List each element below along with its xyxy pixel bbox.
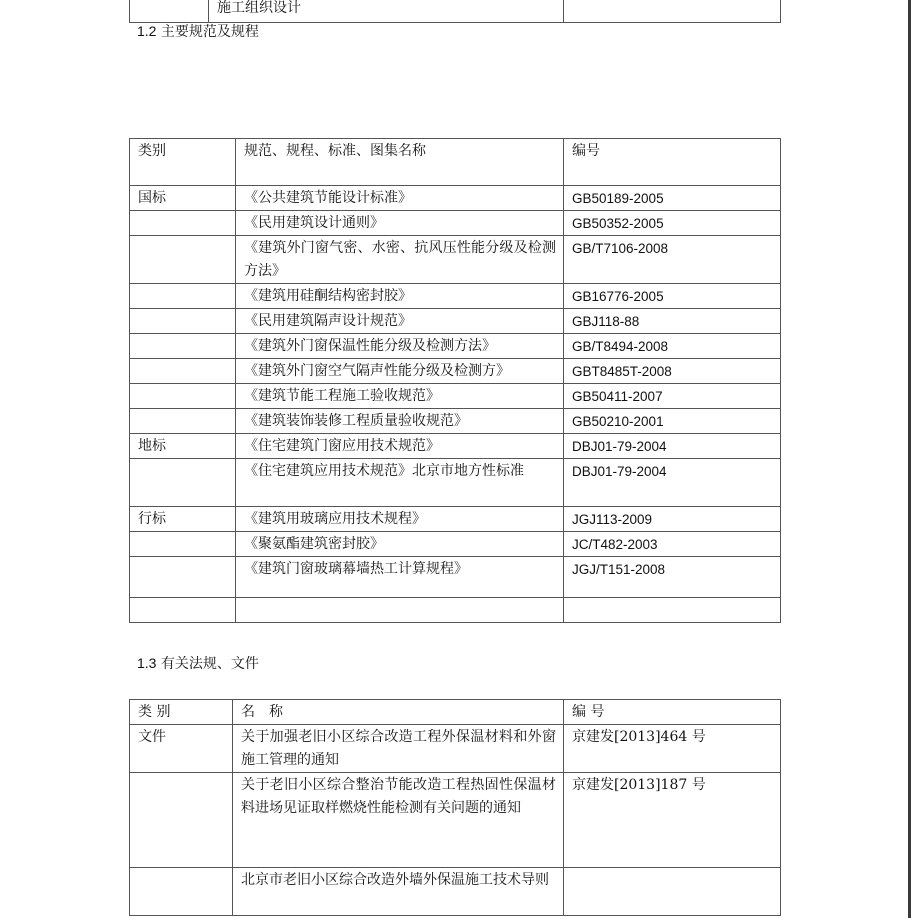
- standard-category: [130, 236, 236, 284]
- standard-code: GB50411-2007: [564, 384, 781, 409]
- regulation-name: 关于老旧小区综合整治节能改造工程热固性保温材料进场见证取样燃烧性能检测有关问题的通知: [233, 773, 564, 868]
- standard-name: 《民用建筑设计通则》: [236, 211, 564, 236]
- standard-name: 《聚氨酯建筑密封胶》: [236, 532, 564, 557]
- regulations-row: [130, 725, 781, 773]
- code-header: 编 号: [564, 700, 781, 725]
- standard-category: [130, 384, 236, 409]
- category-header: 类别: [130, 139, 236, 186]
- standards-row: [130, 384, 781, 409]
- standard-name: 《建筑用玻璃应用技术规程》: [236, 507, 564, 532]
- standard-category: [130, 459, 236, 507]
- standards-row: [130, 284, 781, 309]
- standard-name: 《建筑节能工程施工验收规范》: [236, 384, 564, 409]
- section-heading-1-3: 1.3 有关法规、文件: [137, 655, 259, 672]
- standard-name: 《建筑装饰装修工程质量验收规范》: [236, 409, 564, 434]
- standard-category: [130, 409, 236, 434]
- standard-code: JGJ/T151-2008: [564, 557, 781, 598]
- standard-code: GBJ118-88: [564, 309, 781, 334]
- standards-header-row: [130, 139, 781, 186]
- standard-name: 《建筑门窗玻璃幕墙热工计算规程》: [236, 557, 564, 598]
- standard-code: GB/T8494-2008: [564, 334, 781, 359]
- standard-category: 地标: [130, 434, 236, 459]
- standards-row: [130, 211, 781, 236]
- standards-row: [130, 334, 781, 359]
- standards-row: [130, 532, 781, 557]
- standard-code: GB16776-2005: [564, 284, 781, 309]
- standards-row: [130, 236, 781, 284]
- standard-category: 国标: [130, 186, 236, 211]
- standard-code: GB50352-2005: [564, 211, 781, 236]
- standard-category: [130, 284, 236, 309]
- standard-code: GB/T7106-2008: [564, 236, 781, 284]
- standard-code: JGJ113-2009: [564, 507, 781, 532]
- category-header: 类 别: [130, 700, 233, 725]
- standard-name: [236, 598, 564, 623]
- standards-row: [130, 557, 781, 598]
- regulations-row: [130, 868, 781, 916]
- standard-name: 《住宅建筑门窗应用技术规范》: [236, 434, 564, 459]
- standard-name: 《民用建筑隔声设计规范》: [236, 309, 564, 334]
- standards-row: [130, 186, 781, 211]
- code-header: 编号: [564, 139, 781, 186]
- regulation-name: 关于加强老旧小区综合改造工程外保温材料和外窗施工管理的通知: [233, 725, 564, 773]
- standard-category: [130, 598, 236, 623]
- regulations-header-row: [130, 700, 781, 725]
- regulation-name: 北京市老旧小区综合改造外墙外保温施工技术导则: [233, 868, 564, 916]
- regulation-category: 文件: [130, 725, 233, 773]
- standard-code: GB50210-2001: [564, 409, 781, 434]
- standard-code: [564, 598, 781, 623]
- standard-category: [130, 532, 236, 557]
- name-header: 名 称: [233, 700, 564, 725]
- standards-row: [130, 434, 781, 459]
- standard-name: 《建筑外门窗空气隔声性能分级及检测方》: [236, 359, 564, 384]
- regulation-category: [130, 868, 233, 916]
- regulations-table: [129, 699, 781, 916]
- standard-name: 《公共建筑节能设计标准》: [236, 186, 564, 211]
- standard-category: [130, 211, 236, 236]
- standards-row: [130, 309, 781, 334]
- regulation-code: 京建发[2013]187 号: [564, 773, 781, 868]
- standard-category: [130, 334, 236, 359]
- standard-name: 《建筑外门窗保温性能分级及检测方法》: [236, 334, 564, 359]
- regulations-row: [130, 773, 781, 868]
- standard-code: JC/T482-2003: [564, 532, 781, 557]
- standard-code: DBJ01-79-2004: [564, 459, 781, 507]
- standard-category: [130, 359, 236, 384]
- standard-name: 《建筑用硅酮结构密封胶》: [236, 284, 564, 309]
- standards-row: [130, 359, 781, 384]
- standards-row: [130, 459, 781, 507]
- standard-code: GBT8485T-2008: [564, 359, 781, 384]
- standards-table: [129, 138, 781, 623]
- section-heading-1-2: 1.2 主要规范及规程: [137, 23, 259, 40]
- standards-row: [130, 409, 781, 434]
- standard-category: [130, 309, 236, 334]
- standard-code: DBJ01-79-2004: [564, 434, 781, 459]
- name-header: 规范、规程、标准、图集名称: [236, 139, 564, 186]
- regulation-code: [564, 868, 781, 916]
- standards-row: [130, 507, 781, 532]
- standard-code: GB50189-2005: [564, 186, 781, 211]
- standard-name: 《建筑外门窗气密、水密、抗风压性能分级及检测方法》: [236, 236, 564, 284]
- standard-category: [130, 557, 236, 598]
- regulation-category: [130, 773, 233, 868]
- standard-category: 行标: [130, 507, 236, 532]
- prev-table-cell: 施工组织设计: [209, 0, 564, 23]
- standards-row: [130, 598, 781, 623]
- regulation-code: 京建发[2013]464 号: [564, 725, 781, 773]
- prev-table-fragment: [129, 0, 781, 23]
- standard-name: 《住宅建筑应用技术规范》北京市地方性标准: [236, 459, 564, 507]
